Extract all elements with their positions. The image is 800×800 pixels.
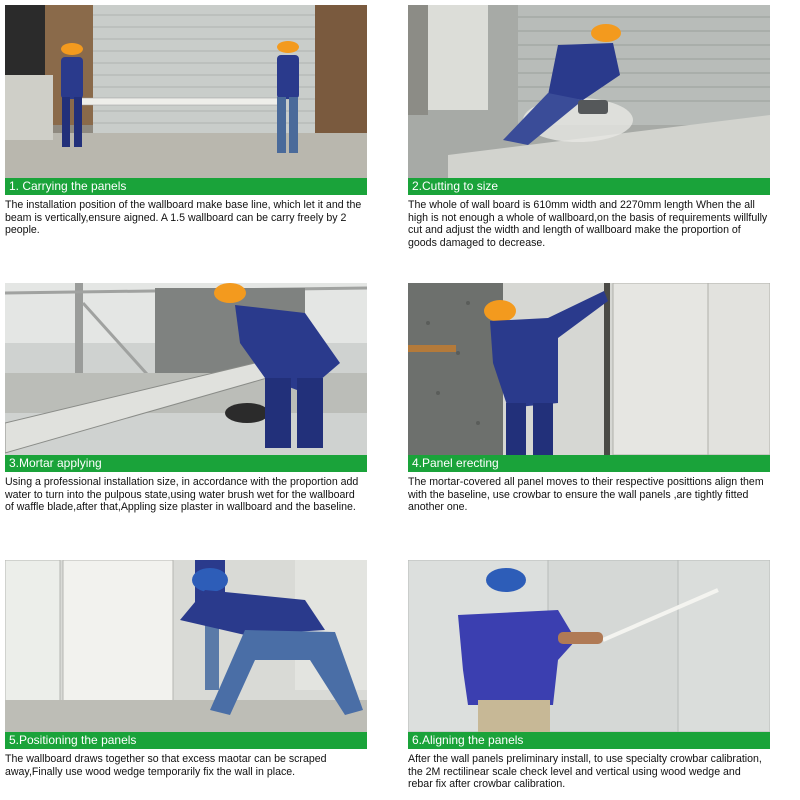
step-banner: 3.Mortar applying xyxy=(5,455,367,472)
step-description: The installation position of the wallboard make base line, which let it and the beam is vertically,ensure aigned. A 1.5 wallboard can be carry freely by 2 people. xyxy=(5,199,362,237)
step-banner: 2.Cutting to size xyxy=(408,178,770,195)
photo-worker-aligning-panel xyxy=(408,560,770,732)
step-description: Using a professional installation size, in accordance with the proportion add water to turn into the pulpous state,using water brush wet for the wallboard of waffle blade,after that,Appling size plaster in wallboard and the baseline. xyxy=(5,476,359,514)
step-banner: 6.Aligning the panels xyxy=(408,732,770,749)
step-banner: 4.Panel erecting xyxy=(408,455,770,472)
step-description: The whole of wall board is 610mm width and 2270mm length When the all high is not enough a whole of wallboard,on the basis of requirements willfully cut and adjust the width and length of wallboard make the proportion of goods damaged to decrease. xyxy=(408,199,768,249)
step-4-panel-erecting xyxy=(408,283,770,514)
step-description: The mortar-covered all panel moves to their respective posittions align them with the baseline, use crowbar to ensure the wall panels ,are tightly fitted another one. xyxy=(408,476,764,514)
photo-worker-applying-mortar xyxy=(5,283,367,455)
step-1-carrying-panels xyxy=(5,5,367,237)
step-3-mortar-applying xyxy=(5,283,367,514)
step-5-positioning-panels xyxy=(5,560,367,778)
photo-workers-carrying-panel xyxy=(5,5,367,178)
step-6-aligning-panels xyxy=(408,560,770,791)
step-banner: 1. Carrying the panels xyxy=(5,178,367,195)
step-description: After the wall panels preliminary install, to use specialty crowbar calibration, the 2M rectilinear scale check level and vertical using wood wedge and rebar fix after crowbar calibration. xyxy=(408,753,762,791)
photo-worker-erecting-panel xyxy=(408,283,770,455)
step-description: The wallboard draws together so that excess maotar can be scraped away,Finally use wood wedge temporarily fix the wall in place. xyxy=(5,753,327,778)
step-2-cutting-to-size xyxy=(408,5,770,249)
step-banner: 5.Positioning the panels xyxy=(5,732,367,749)
photo-worker-positioning-panel xyxy=(5,560,367,732)
photo-worker-cutting-panel xyxy=(408,5,770,178)
